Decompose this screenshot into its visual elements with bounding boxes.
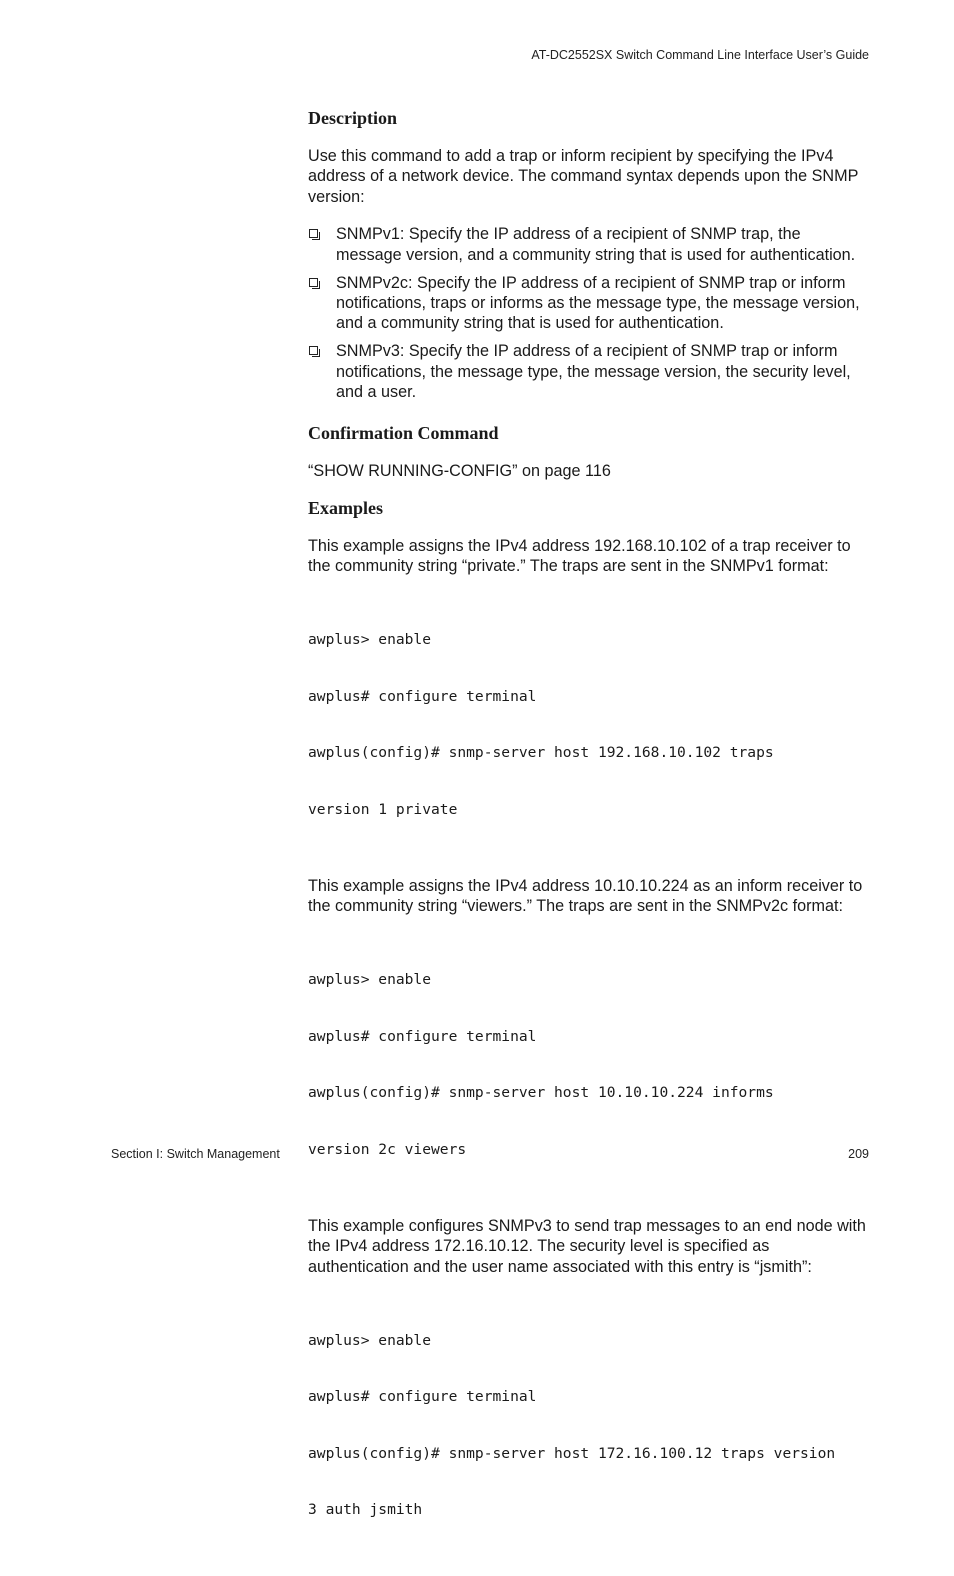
confirmation-heading: Confirmation Command <box>308 422 499 443</box>
code-line: awplus(config)# snmp-server host 192.168.10.102 traps <box>308 744 774 762</box>
code-line: version 2c viewers <box>308 1140 467 1158</box>
code-line: awplus# configure terminal <box>308 1388 537 1406</box>
description-heading: Description <box>308 108 397 128</box>
code-line: awplus(config)# snmp-server host 172.16.100.12 traps version <box>308 1444 836 1462</box>
list-item-text: SNMPv2c: Specify the IP address of a recipient of SNMP trap or inform notifications, traps or informs as the message type, the message version, and a community string that is used for authentication. <box>336 273 860 333</box>
list-item <box>308 341 870 402</box>
description-intro: Use this command to add a trap or inform recipient by specifying the IPv4 address of a network device. The command syntax depends upon the SNMP version: <box>308 147 859 206</box>
code-line: version 1 private <box>308 800 458 818</box>
code-line: awplus# configure terminal <box>308 1027 537 1045</box>
running-header: AT-DC2552SX Switch Command Line Interface User’s Guide <box>531 48 869 62</box>
code-line: 3 auth jsmith <box>308 1500 423 1518</box>
checkbox-bullet-icon <box>309 229 318 238</box>
list-item <box>308 273 870 334</box>
code-line: awplus> enable <box>308 971 432 989</box>
code-line: awplus# configure terminal <box>308 687 537 705</box>
page-content <box>308 108 870 1576</box>
page-number: 209 <box>848 1147 869 1161</box>
code-line: awplus(config)# snmp-server host 10.10.10.224 informs <box>308 1084 774 1102</box>
code-line: awplus> enable <box>308 631 432 649</box>
example-1-text: This example assigns the IPv4 address 192.168.10.102 of a trap receiver to the community string “private.” The traps are sent in the SNMPv1 format: <box>308 537 851 576</box>
checkbox-bullet-icon <box>309 346 318 355</box>
list-item-text: SNMPv3: Specify the IP address of a recipient of SNMP trap or inform notifications, the message type, the message version, the security level, and a user. <box>336 342 851 402</box>
example-2-text: This example assigns the IPv4 address 10.10.10.224 as an inform receiver to the community string “viewers.” The traps are sent in the SNMPv2c format: <box>308 877 863 916</box>
example-2-code <box>308 934 870 1197</box>
example-3-code <box>308 1294 870 1557</box>
list-item-text: SNMPv1: Specify the IP address of a recipient of SNMP trap, the message version, and a community string that is used for authentication. <box>336 225 856 264</box>
example-1-code <box>308 594 870 857</box>
confirmation-link[interactable]: “SHOW RUNNING-CONFIG” on page 116 <box>308 461 611 480</box>
list-item <box>308 224 870 265</box>
code-line: awplus> enable <box>308 1331 432 1349</box>
snmp-version-list <box>308 224 870 402</box>
examples-heading: Examples <box>308 498 384 519</box>
footer-section: Section I: Switch Management <box>111 1147 280 1161</box>
example-3-text: This example configures SNMPv3 to send trap messages to an end node with the IPv4 address 172.16.10.12. The security level is specified as authentication and the user name associated with this entry is “jsmith”: <box>308 1217 866 1276</box>
checkbox-bullet-icon <box>309 278 318 287</box>
